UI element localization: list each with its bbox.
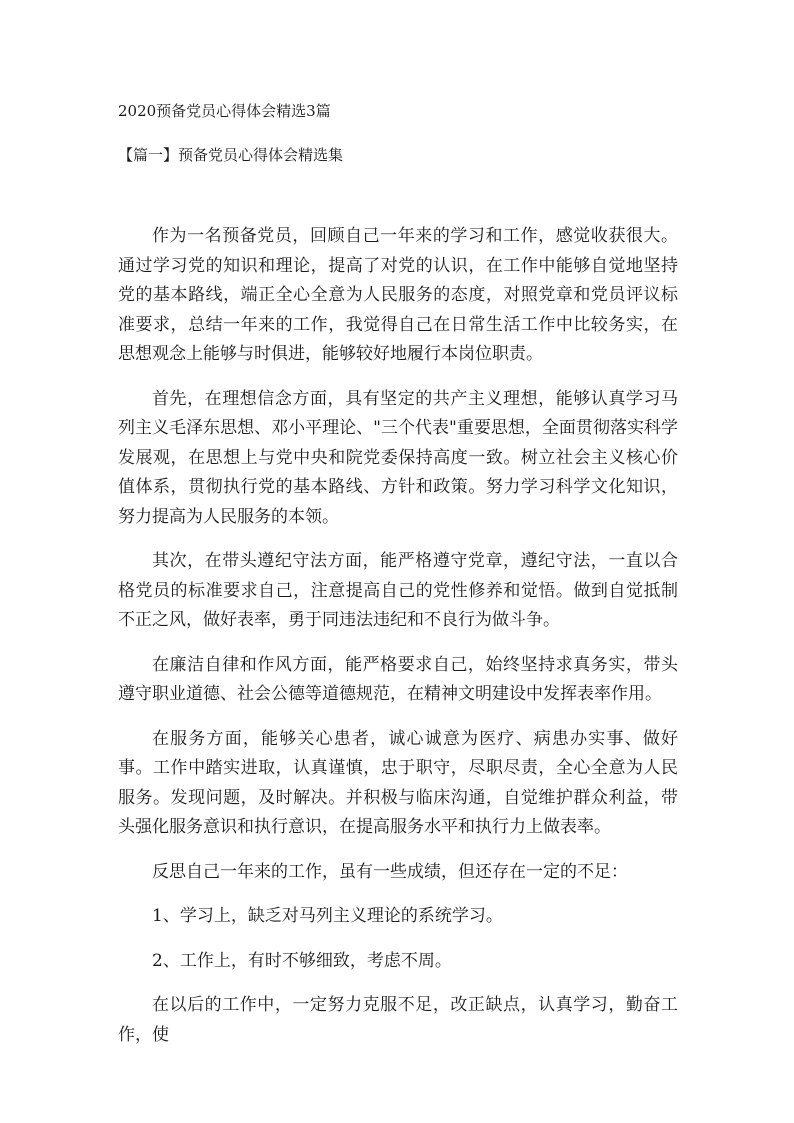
paragraph-shortcoming-1: 1、学习上，缺乏对马列主义理论的系统学习。 <box>152 906 503 926</box>
paragraph-shortcoming-2: 2、工作上，有时不够细致，考虑不周。 <box>152 950 452 971</box>
document-body <box>118 222 678 1065</box>
paragraph-ideals: 首先，在理想信念方面，具有坚定的共产主义理想，能够认真学习马列主义毛泽东思想、邓小平理论、"三个代表"重要思想，全面贯彻落实科学发展观，在思想上与党中央和院党委保持高度一致。树立社会主义核心价值体系，贯彻执行党的基本路线、方针和政策。努力学习科学文化知识，努力提高为人民服务的本领。 <box>118 388 678 527</box>
document-title: 2020预备党员心得体会精选3篇 <box>118 102 331 120</box>
paragraph-integrity: 在廉洁自律和作风方面，能严格要求自己，始终坚持求真务实，带头遵守职业道德、社会公德等道德规范，在精神文明建设中发挥表率作用。 <box>118 654 678 704</box>
section-title: 【篇一】预备党员心得体会精选集 <box>118 146 344 164</box>
paragraph-future: 在以后的工作中，一定努力克服不足，改正缺点，认真学习，勤奋工作，使 <box>118 995 678 1045</box>
paragraph-discipline: 其次，在带头遵纪守法方面，能严格遵守党章，遵纪守法，一直以合格党员的标准要求自己，注意提高自己的党性修养和觉悟。做到自觉抵制不正之风，做好表率，勇于同违法违纪和不良行为做斗争。 <box>118 551 678 630</box>
paragraph-service: 在服务方面，能够关心患者，诚心诚意为医疗、病患办实事、做好事。工作中踏实进取，认真谨慎，忠于职守，尽职尽责，全心全意为人民服务。发现问题，及时解决。并积极与临床沟通，自觉维护群众利益，带头强化服务意识和执行意识，在提高服务水平和执行力上做表率。 <box>118 728 678 837</box>
paragraph-intro: 作为一名预备党员，回顾自己一年来的学习和工作，感觉收获很大。通过学习党的知识和理论，提高了对党的认识，在工作中能够自觉地坚持党的基本路线，端正全心全意为人民服务的态度，对照党章和党员评议标准要求，总结一年来的工作，我觉得自己在日常生活工作中比较务实，在思想观念上能够与时俱进，能够较好地履行本岗位职责。 <box>118 226 678 364</box>
paragraph-reflection: 反思自己一年来的工作，虽有一些成绩，但还存在一定的不足： <box>152 861 628 882</box>
